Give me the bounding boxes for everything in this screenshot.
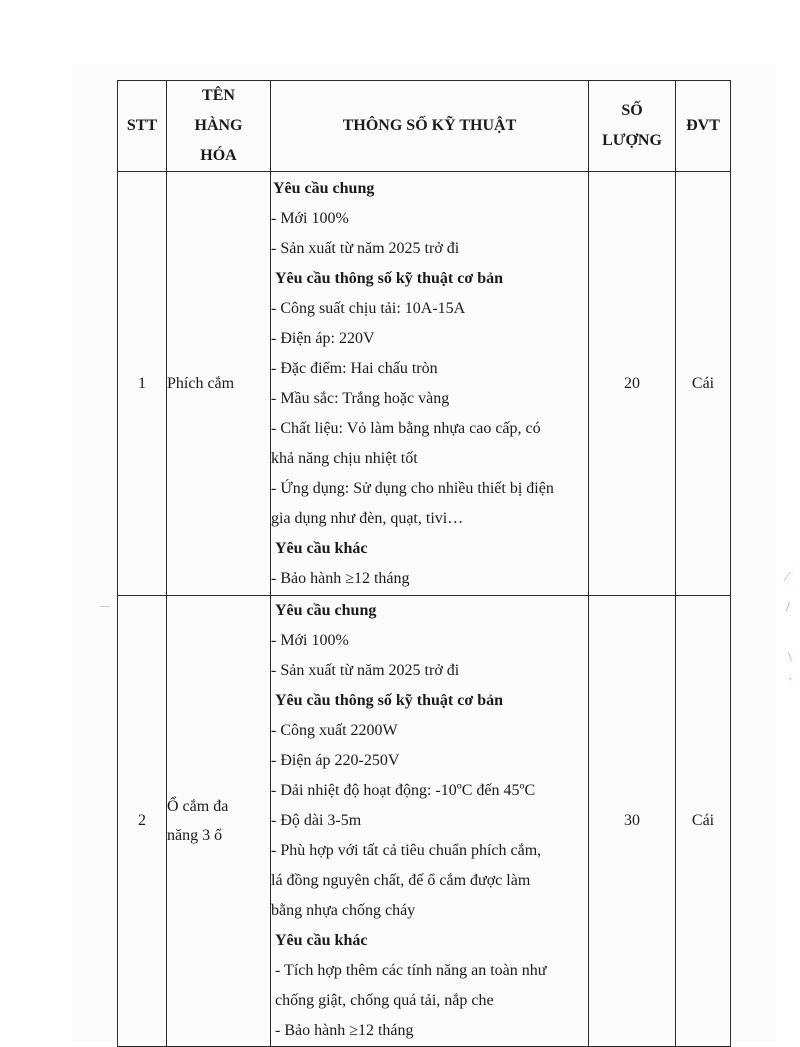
spec-line: gia dụng như đèn, quạt, tivi… <box>271 509 464 527</box>
table-header-row <box>118 81 731 172</box>
spec-line: - Bảo hành ≥12 tháng <box>275 1022 414 1039</box>
header-stt: STT <box>118 81 167 172</box>
row-quantity: 30 <box>589 596 676 1047</box>
spec-line: lá đồng nguyên chất, đế ổ cắm được làm <box>271 872 531 889</box>
spec-line: - Mới 100% <box>271 209 349 227</box>
spec-line: chống giật, chống quá tải, nắp che <box>275 992 494 1009</box>
row-specs <box>271 172 589 596</box>
header-quantity <box>589 81 676 172</box>
spec-section-title: Yêu cầu chung <box>273 179 375 197</box>
row-quantity: 20 <box>589 172 676 596</box>
spec-section-title: Yêu cầu thông số kỹ thuật cơ bản <box>275 269 504 287</box>
spec-line: - Tích hợp thêm các tính năng an toàn như <box>275 962 547 979</box>
red-stamp-fragment: ⁄ <box>786 570 789 585</box>
spec-section-title: Yêu cầu khác <box>275 539 368 557</box>
row-unit: Cái <box>676 172 731 596</box>
spec-section-title: Yêu cầu khác <box>275 932 368 949</box>
scan-mark <box>100 606 110 607</box>
spec-line: - Đặc điểm: Hai chấu tròn <box>271 359 438 377</box>
spec-line: - Công suất chịu tải: 10A-15A <box>271 299 466 317</box>
header-qty-line: LƯỢNG <box>602 132 662 149</box>
row-unit: Cái <box>676 596 731 1047</box>
row-stt: 2 <box>118 596 167 1047</box>
spec-line: - Ứng dụng: Sử dụng cho nhiều thiết bị điện <box>271 479 554 497</box>
specification-table <box>117 80 731 1047</box>
spec-line: - Mới 100% <box>271 632 349 649</box>
header-name-line: HÓA <box>200 147 237 164</box>
header-qty-line: SỐ <box>621 102 643 119</box>
spec-line: - Mầu sắc: Trắng hoặc vàng <box>271 389 450 407</box>
header-name-line: TÊN <box>202 87 235 104</box>
row-item-name: Phích cắm <box>167 172 271 596</box>
spec-line: - Điện áp 220-250V <box>271 752 400 769</box>
table-row <box>118 596 731 1047</box>
spec-line: bằng nhựa chống cháy <box>271 902 416 919</box>
red-stamp-fragment: / <box>786 600 790 615</box>
row-item-name <box>167 596 271 1047</box>
spec-section-title: Yêu cầu chung <box>275 602 377 619</box>
spec-line: khả năng chịu nhiệt tốt <box>271 449 418 467</box>
table-row <box>118 172 731 596</box>
header-item-name <box>167 81 271 172</box>
spec-line: - Độ dài 3-5m <box>271 812 362 829</box>
red-stamp-fragment: ˙ <box>788 676 793 691</box>
spec-line: - Chất liệu: Vỏ làm bằng nhựa cao cấp, có <box>271 419 541 437</box>
spec-section-title: Yêu cầu thông số kỹ thuật cơ bản <box>275 692 504 709</box>
spec-line: - Phù hợp với tất cả tiêu chuẩn phích cắm, <box>271 842 542 859</box>
spec-line: - Sản xuất từ năm 2025 trở đi <box>271 662 460 679</box>
header-name-line: HÀNG <box>194 117 243 134</box>
header-specs: THÔNG SỐ KỸ THUẬT <box>271 81 589 172</box>
item-name-line: Ổ cắm đa <box>167 798 229 815</box>
row-stt: 1 <box>118 172 167 596</box>
spec-line: - Điện áp: 220V <box>271 329 375 347</box>
red-stamp-fragment: \ <box>788 650 792 665</box>
spec-line: - Bảo hành ≥12 tháng <box>271 569 410 587</box>
row-specs <box>271 596 589 1047</box>
spec-line: - Sản xuất từ năm 2025 trở đi <box>271 239 460 257</box>
spec-line: - Công xuất 2200W <box>271 722 398 739</box>
item-name-line: năng 3 ổ <box>167 827 223 844</box>
spec-line: - Dải nhiệt độ hoạt động: -10ºC đến 45ºC <box>271 782 536 799</box>
header-unit: ĐVT <box>676 81 731 172</box>
